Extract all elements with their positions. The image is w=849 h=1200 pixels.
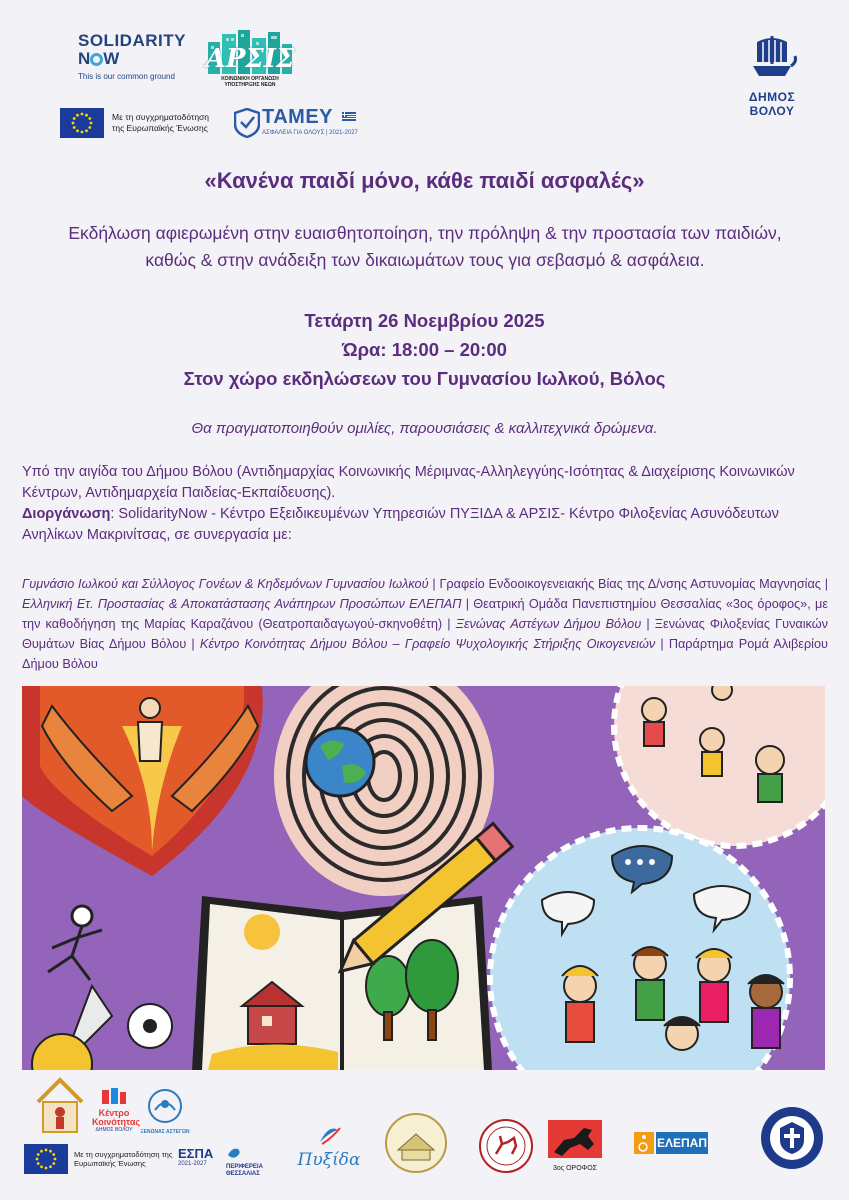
event-details — [0, 306, 849, 393]
kentro-line3: ΔΗΜΟΣ ΒΟΛΟΥ — [95, 1127, 133, 1133]
university-thessaly-logo — [478, 1118, 534, 1174]
kentro-line2: Κοινότητας — [92, 1117, 141, 1127]
solidaritynow-o-icon — [90, 53, 103, 66]
solidaritynow-logo-line2: N W — [78, 49, 120, 68]
event-date: Τετάρτη 26 Νοεμβρίου 2025 — [304, 310, 545, 331]
tritos-orofos-text: 3ος ΟΡΟΦΟΣ — [552, 1165, 598, 1172]
dimos-volou-logo — [736, 32, 808, 118]
event-time: Ώρα: 18:00 – 20:00 — [342, 339, 507, 360]
partner-segment: Ελληνική Ετ. Προστασίας & Αποκατάστασης Ανάπηρων Προσώπων ΕΛΕΠΑΠ — [22, 597, 462, 611]
xenonas-text: ΞΕΝΩΝΑΣ ΑΣΤΕΓΩΝ — [140, 1129, 190, 1135]
partners-list — [22, 574, 828, 674]
partner-segment: | Γραφείο Ενδοοικογενειακής Βίας της Δ/νσης Αστυνομίας Μαγνησίας | — [428, 577, 828, 591]
compass-icon — [316, 1124, 342, 1146]
event-intro: Εκδήλωση αφιερωμένη στην ευαισθητοποίηση, την πρόληψη & την προστασία των παιδιών, καθώς & στην ανάδειξη των δικαιωμάτων τους για σεβασμό & ασφάλεια. — [68, 223, 782, 270]
arsis-logo-word: ΑΡΣΙΣ — [205, 44, 295, 74]
elepap-word: ΕΛΕΠΑΠ — [656, 1132, 708, 1154]
pyxida-text: Πυξίδα — [297, 1150, 361, 1170]
police-emblem-icon — [760, 1106, 824, 1170]
hands-circle-icon — [145, 1088, 185, 1124]
arsis-logo-subtitle: ΚΟΙΝΩΝΙΚΗ ΟΡΓΑΝΩΣΗ ΥΠΟΣΤΗΡΙΞΗΣ ΝΕΩΝ — [221, 76, 279, 88]
event-place: Στον χώρο εκδηλώσεων του Γυμνασίου Ιωλκού, Βόλος — [183, 368, 666, 389]
kentro-koinotitas-logo — [92, 1088, 141, 1134]
centaur-seal-icon — [478, 1118, 534, 1174]
dimos-volou-line2: ΒΟΛΟΥ — [749, 104, 795, 118]
xenonas-astegon-logo — [140, 1088, 190, 1134]
tamey-word: ΤΑΜΕΥ — [262, 106, 334, 128]
footer-eu-text: Με τη συγχρηματοδότηση της Ευρωπαϊκής Ένωσης — [74, 1150, 173, 1168]
eu-cofunding-logo — [60, 108, 220, 138]
periferia-thessalias-logo — [226, 1146, 282, 1177]
eu-flag-icon — [60, 108, 104, 138]
women-shelter-logo — [34, 1076, 86, 1140]
gymnasio-iolkou-logo — [384, 1112, 448, 1174]
children-painting — [22, 686, 825, 1070]
horse-icon — [544, 1118, 606, 1160]
event-program: Θα πραγματοποιηθούν ομιλίες, παρουσιάσεις & καλλιτεχνικά δρώμενα. — [191, 420, 658, 437]
event-title: «Κανένα παιδί μόνο, κάθε παιδί ασφαλές» — [204, 168, 645, 193]
kentro-line1: Κέντρο — [98, 1108, 130, 1118]
aegis-text: Υπό την αιγίδα του Δήμου Βόλου (Αντιδημαρχίας Κοινωνικής Μέριμνας-Αλληλεγγύης-Ισότητας & Διαχείρισης Κοινωνικών Κέντρων, Αντιδημαρχεία Παιδείας-Εκπαίδευσης). — [22, 464, 795, 501]
region-map-icon — [226, 1147, 242, 1159]
eu-cofunding-text: Με τη συγχρηματοδότηση της Ευρωπαϊκής Ένωσης — [112, 112, 210, 133]
partner-segment: Κέντρο Κοινότητας Δήμου Βόλου – Γραφείο Ψυχολογικής Στήριξης Οικογενειών — [199, 637, 656, 651]
dimos-volou-line1: ΔΗΜΟΣ — [748, 90, 796, 104]
solidaritynow-tagline: This is our common ground — [78, 72, 175, 81]
hellenic-police-logo — [760, 1106, 824, 1170]
partner-segment: | Θεατρική Ομάδα Πανεπιστημίου Θεσσαλίας «3ος όροφος», με την καθοδήγηση της Μαρίας Καραζάνου (Θεατροπαιδαγωγού-σκηνοθέτη) | — [22, 597, 828, 631]
greek-flag-icon — [342, 112, 356, 121]
school-seal-icon — [384, 1112, 448, 1174]
children-artwork-image — [22, 686, 825, 1070]
solidaritynow-logo — [78, 32, 196, 90]
partner-segment: | Παράρτημα Ρομά Αλιβερίου Δήμου Βόλου — [22, 637, 828, 671]
organizer-label: Διοργάνωση — [22, 506, 111, 522]
espa-word: ΕΣΠΑ — [178, 1146, 214, 1161]
people-icon — [102, 1088, 126, 1104]
ship-icon — [745, 32, 799, 84]
partner-segment: | Ξενώνας Φιλοξενίας Γυναικών Θυμάτων Βίας Δήμου Βόλου | — [22, 617, 828, 651]
shield-icon — [234, 108, 260, 138]
tamey-subtitle: ΑΣΦΑΛΕΙΑ ΓΙΑ ΟΛΟΥΣ | 2021-2027 — [262, 130, 358, 136]
solidaritynow-logo-line1: SOLIDARITY — [78, 31, 186, 50]
tamey-logo — [234, 106, 358, 140]
pyxida-logo — [296, 1124, 362, 1174]
house-icon — [34, 1076, 86, 1140]
partner-segment: Γυμνάσιο Ιωλκού και Σύλλογος Γονέων & Κηδεμόνων Γυμνασίου Ιωλκού — [22, 577, 429, 591]
espa-logo — [178, 1146, 228, 1174]
organizer-text: Διοργάνωση: SolidarityNow - Κέντρο Εξειδικευμένων Υπηρεσιών ΠΥΞΙΔΑ & ΑΡΣΙΣ- Κέντρο Φιλοξενίας Ασυνόδευτων Ανηλίκων Μακρινίτσας, σε συνεργασία με: — [22, 506, 779, 543]
wheelchair-icon — [634, 1132, 654, 1154]
espa-years: 2021-2027 — [178, 1161, 207, 1167]
elepap-logo — [634, 1132, 740, 1172]
footer-eu-cofunding-logo — [24, 1144, 174, 1174]
aegis-and-organizers — [22, 462, 832, 546]
partner-segment: Ξενώνας Αστέγων Δήμου Βόλου — [455, 617, 642, 631]
arsis-logo — [204, 28, 296, 90]
footer-eu-flag-icon — [24, 1144, 68, 1174]
periferia-text: ΠΕΡΙΦΕΡΕΙΑ ΘΕΣΣΑΛΙΑΣ — [226, 1164, 263, 1177]
tritos-orofos-logo — [544, 1118, 606, 1174]
